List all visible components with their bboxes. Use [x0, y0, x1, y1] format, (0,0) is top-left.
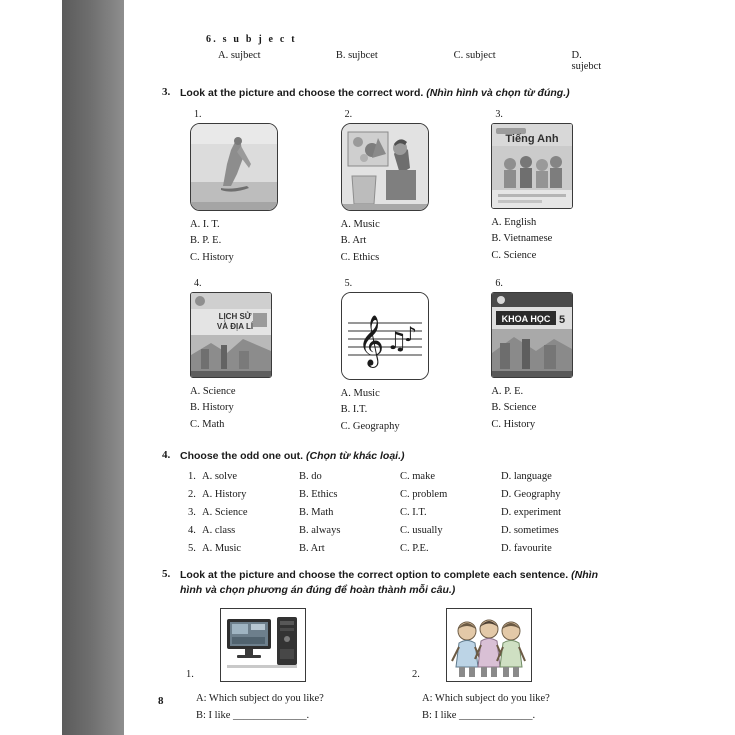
painter-photo-svg: [342, 124, 428, 210]
exercise-4-instruction-en: Choose the odd one out.: [180, 449, 304, 462]
choice-c[interactable]: C. Science: [491, 249, 537, 261]
choice-c[interactable]: C. Geography: [340, 420, 400, 432]
question-6-block: [162, 34, 614, 72]
choice-a[interactable]: A. Music: [340, 219, 380, 231]
option-c[interactable]: C. usually: [400, 525, 443, 537]
exercise-5-item-1-picture-row: [186, 608, 388, 682]
exercise-5-item-2: [412, 608, 614, 725]
question-6-text: s u b j e c t: [222, 34, 297, 45]
exercise-3-item-6: [485, 278, 614, 435]
table-row: [188, 543, 614, 554]
dialogue-line-a: A: Which subject do you like?: [196, 693, 324, 705]
choice-b[interactable]: B. History: [190, 402, 234, 414]
science-textbook-svg: [492, 293, 572, 377]
exercise-4-rows: [188, 471, 614, 554]
exercise-5-instruction-vi: (Nhìn hình và chọn phương án đúng để hoàn thành mỗi câu.): [180, 569, 598, 597]
option-c[interactable]: C. make: [400, 471, 435, 483]
item-number: 1.: [186, 669, 194, 681]
scan-margin-right: [649, 0, 735, 735]
svg-text:LỊCH SỬ: LỊCH SỬ: [218, 312, 252, 322]
exercise-3-item-2-choices: [341, 217, 464, 266]
music-notes-svg: [342, 293, 428, 379]
dialogue-line-b[interactable]: B: I like ______________.: [422, 710, 536, 722]
exercise-3-instruction-vi: (Nhìn hình và chọn từ đúng.): [426, 87, 570, 99]
svg-text:Tiếng Anh: Tiếng Anh: [505, 133, 559, 146]
choice-a[interactable]: A. Science: [190, 386, 236, 398]
choice-c[interactable]: C. Math: [190, 418, 225, 430]
option-a[interactable]: A. solve: [202, 471, 237, 483]
exercise-3-instruction-en: Look at the picture and choose the correct word.: [180, 87, 424, 99]
choice-a[interactable]: A. English: [491, 217, 537, 229]
option-a[interactable]: A. History: [202, 489, 247, 501]
choice-b[interactable]: B. Vietnamese: [491, 233, 553, 245]
option-b[interactable]: B. always: [299, 525, 341, 537]
exercise-5-item-1-lines: [196, 691, 388, 725]
table-row: [188, 507, 614, 518]
choice-b[interactable]: B. I.T.: [340, 404, 368, 416]
item-number: 5.: [344, 278, 353, 290]
exercise-3-instruction: [180, 86, 570, 101]
svg-text:VÀ ĐỊA LÍ: VÀ ĐỊA LÍ: [216, 322, 254, 332]
history-textbook-svg: [191, 293, 271, 377]
scan-margin-left: [0, 0, 62, 735]
exercise-5-item-2-picture-row: [412, 608, 614, 682]
yoga-photo-svg: [191, 124, 277, 210]
row-number: 4.: [188, 525, 196, 537]
table-row: [188, 489, 614, 500]
option-d[interactable]: D. experiment: [501, 507, 562, 519]
svg-text:♫: ♫: [385, 327, 408, 356]
exercise-3-row-2: [162, 278, 614, 435]
choice-c[interactable]: C. History: [190, 251, 234, 263]
choice-a[interactable]: A. Music: [340, 388, 380, 400]
exercise-3-item-3: [485, 109, 614, 266]
option-a[interactable]: A. Music: [202, 543, 242, 555]
item-number: 3.: [495, 109, 503, 121]
exercise-4-header: [162, 449, 614, 464]
music-notes-illustration: [341, 292, 429, 380]
option-d[interactable]: D. language: [501, 471, 552, 483]
exercise-3-item-1: [184, 109, 313, 266]
item-number: 1.: [194, 109, 202, 121]
option-a[interactable]: A. Science: [202, 507, 248, 519]
exercise-5-header: [162, 568, 614, 598]
desktop-computer-photo: [220, 608, 306, 682]
question-6-word: [206, 34, 614, 45]
exercise-5-item-2-lines: [422, 691, 614, 725]
option-d[interactable]: D. Geography: [501, 489, 561, 501]
option-b[interactable]: B. Math: [299, 507, 334, 519]
exercise-5-instruction-en: Look at the picture and choose the correct option to complete each sentence.: [180, 569, 569, 582]
choice-c[interactable]: C. Ethics: [340, 251, 380, 263]
three-children-svg: [447, 609, 531, 681]
science-textbook-cover: [491, 292, 573, 378]
question-6-number: 6.: [206, 34, 218, 45]
page-sheet: [124, 0, 649, 735]
option-b[interactable]: B. do: [299, 471, 322, 483]
svg-text:𝄞: 𝄞: [357, 315, 384, 367]
exercise-4-instruction-vi: (Chọn từ khác loại.): [306, 449, 405, 462]
exercise-4-number: 4.: [162, 448, 171, 461]
option-d[interactable]: D. sujebct: [571, 50, 602, 72]
table-row: [188, 525, 614, 536]
exercise-3-item-1-choices: [190, 217, 313, 266]
exercise-3-item-2: [335, 109, 464, 266]
exercise-3-item-6-choices: [491, 384, 614, 433]
exercise-3-header: [162, 86, 614, 101]
svg-text:KHOA HỌC: KHOA HỌC: [502, 314, 551, 325]
exercise-3-item-4: [184, 278, 313, 435]
exercise-3-number: 3.: [162, 86, 171, 98]
svg-text:5: 5: [559, 314, 566, 327]
history-geography-textbook-cover: [190, 292, 272, 378]
exercise-3-item-4-choices: [190, 384, 313, 433]
item-number: 6.: [495, 278, 503, 290]
svg-text:♪: ♪: [403, 322, 417, 347]
desktop-computer-svg: [221, 609, 305, 681]
dialogue-line-b[interactable]: B: I like ______________.: [196, 710, 310, 722]
row-number: 5.: [188, 543, 196, 555]
option-d[interactable]: D. sometimes: [501, 525, 559, 537]
choice-a[interactable]: A. P. E.: [491, 386, 524, 398]
exercise-3-item-5: [335, 278, 464, 435]
item-number: 2.: [412, 669, 420, 681]
option-c[interactable]: C. P.E.: [400, 543, 429, 555]
option-c[interactable]: C. I.T.: [400, 507, 427, 519]
question-6-options: [218, 50, 614, 72]
painter-photo: [341, 123, 429, 211]
item-number: 2.: [344, 109, 353, 121]
option-a[interactable]: A. sujbect: [218, 50, 261, 61]
yoga-photo: [190, 123, 278, 211]
exercise-4-instruction: [180, 449, 405, 464]
option-a[interactable]: A. class: [202, 525, 236, 537]
option-c[interactable]: C. problem: [400, 489, 448, 501]
item-number: 4.: [194, 278, 202, 290]
option-b[interactable]: B. sujbcet: [335, 50, 378, 61]
dialogue-line-a: A: Which subject do you like?: [422, 693, 550, 705]
book-spine-shadow-left: [62, 0, 124, 735]
exercise-3-item-3-choices: [491, 215, 614, 264]
choice-b[interactable]: B. Science: [491, 402, 537, 414]
exercise-5-number: 5.: [162, 568, 171, 581]
page-number: 8: [158, 695, 164, 707]
option-b[interactable]: B. Ethics: [299, 489, 338, 501]
row-number: 2.: [188, 489, 196, 501]
three-children-illustration: [446, 608, 532, 682]
choice-a[interactable]: A. I. T.: [190, 219, 220, 231]
english-textbook-cover: [491, 123, 573, 209]
row-number: 1.: [188, 471, 196, 483]
row-number: 3.: [188, 507, 196, 519]
exercise-5-items: [162, 608, 614, 725]
exercise-5-instruction: [180, 568, 598, 598]
english-textbook-svg: [492, 124, 572, 208]
option-d[interactable]: D. favourite: [501, 543, 552, 555]
page-content: [162, 34, 614, 725]
exercise-3-row-1: [162, 109, 614, 266]
exercise-5-item-1: [186, 608, 388, 725]
choice-b[interactable]: B. P. E.: [190, 235, 222, 247]
choice-c[interactable]: C. History: [491, 418, 536, 430]
option-c[interactable]: C. subject: [453, 50, 496, 61]
table-row: [188, 471, 614, 482]
exercise-3-item-5-choices: [341, 386, 464, 435]
option-b[interactable]: B. Art: [299, 543, 325, 555]
choice-b[interactable]: B. Art: [340, 235, 367, 247]
